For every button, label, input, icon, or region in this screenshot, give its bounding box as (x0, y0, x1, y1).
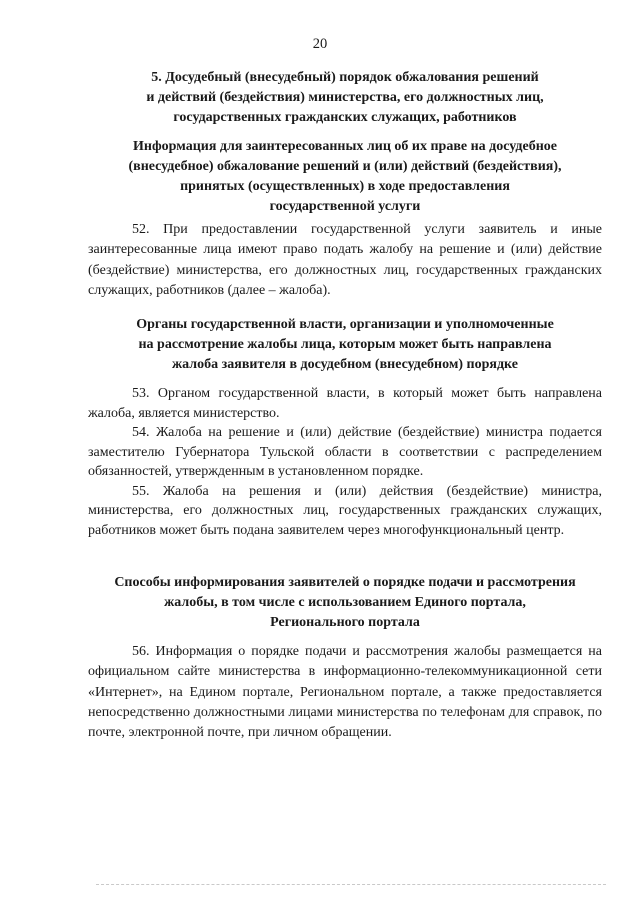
heading-line: жалоба заявителя в досудебном (внесудебном) порядке (172, 357, 518, 372)
paragraph-56: 56. Информация о порядке подачи и рассмотрения жалобы размещается на официальном сайте министерства в информационно-телекоммуникационной сети «Интернет», на Едином портале, Региональном портале, а также предоставляется непосредственно должностными лицами министерства по телефонам для справок, по почте, электронной почте, при личном обращении. (88, 644, 602, 741)
heading-line: и действий (бездействия) министерства, его должностных лиц, (146, 90, 544, 105)
heading-line: государственной услуги (269, 199, 421, 214)
heading-line: принятых (осуществленных) в ходе предоставления (180, 179, 510, 194)
paragraph-52-block (88, 220, 602, 301)
heading-line: государственных гражданских служащих, работников (173, 110, 517, 125)
organs-heading (88, 315, 602, 375)
heading-line: 5. Досудебный (внесудебный) порядок обжалования решений (151, 70, 539, 85)
paragraph-52: 52. При предоставлении государственной услуги заявитель и иные заинтересованные лица имеют право подать жалобу на решение и (или) действие (бездействие) министерства, его должностных лиц, государственных гражданских служащих, работников (далее – жалоба). (88, 222, 602, 298)
heading-line: жалобы, в том числе с использованием Единого портала, (164, 595, 526, 610)
heading-line: на рассмотрение жалобы лица, которым может быть направлена (138, 337, 552, 352)
heading-line: Органы государственной власти, организации и уполномоченные (136, 317, 554, 332)
methods-heading (88, 573, 602, 633)
heading-line: Способы информирования заявителей о порядке подачи и рассмотрения (114, 575, 576, 590)
heading-line: Регионального портала (270, 615, 420, 630)
info-rights-heading (88, 137, 602, 217)
heading-line: Информация для заинтересованных лиц об их праве на досудебное (133, 139, 557, 154)
section-5-heading (88, 68, 602, 128)
paragraph-55: 55. Жалоба на решения и (или) действия (бездействие) министра, министерства, его должностных лиц, государственных гражданских служащих, работников может быть подана заявителем через многофункциональный центр. (88, 483, 602, 538)
paragraph-54: 54. Жалоба на решение и (или) действие (бездействие) министра подается заместителю Губернатора Тульской области в соответствии с распределением обязанностей, утвержденным в установленном порядке. (88, 425, 602, 479)
paragraph-53: 53. Органом государственной власти, в который может быть направлена жалоба, является министерство. (88, 386, 602, 421)
page-number: 20 (312, 36, 328, 52)
paragraphs-53-55 (88, 384, 602, 540)
heading-line: (внесудебное) обжалование решений и (или) действий (бездействия), (128, 159, 562, 174)
paragraph-56-block (88, 642, 602, 743)
scan-artifact-line (96, 884, 606, 886)
